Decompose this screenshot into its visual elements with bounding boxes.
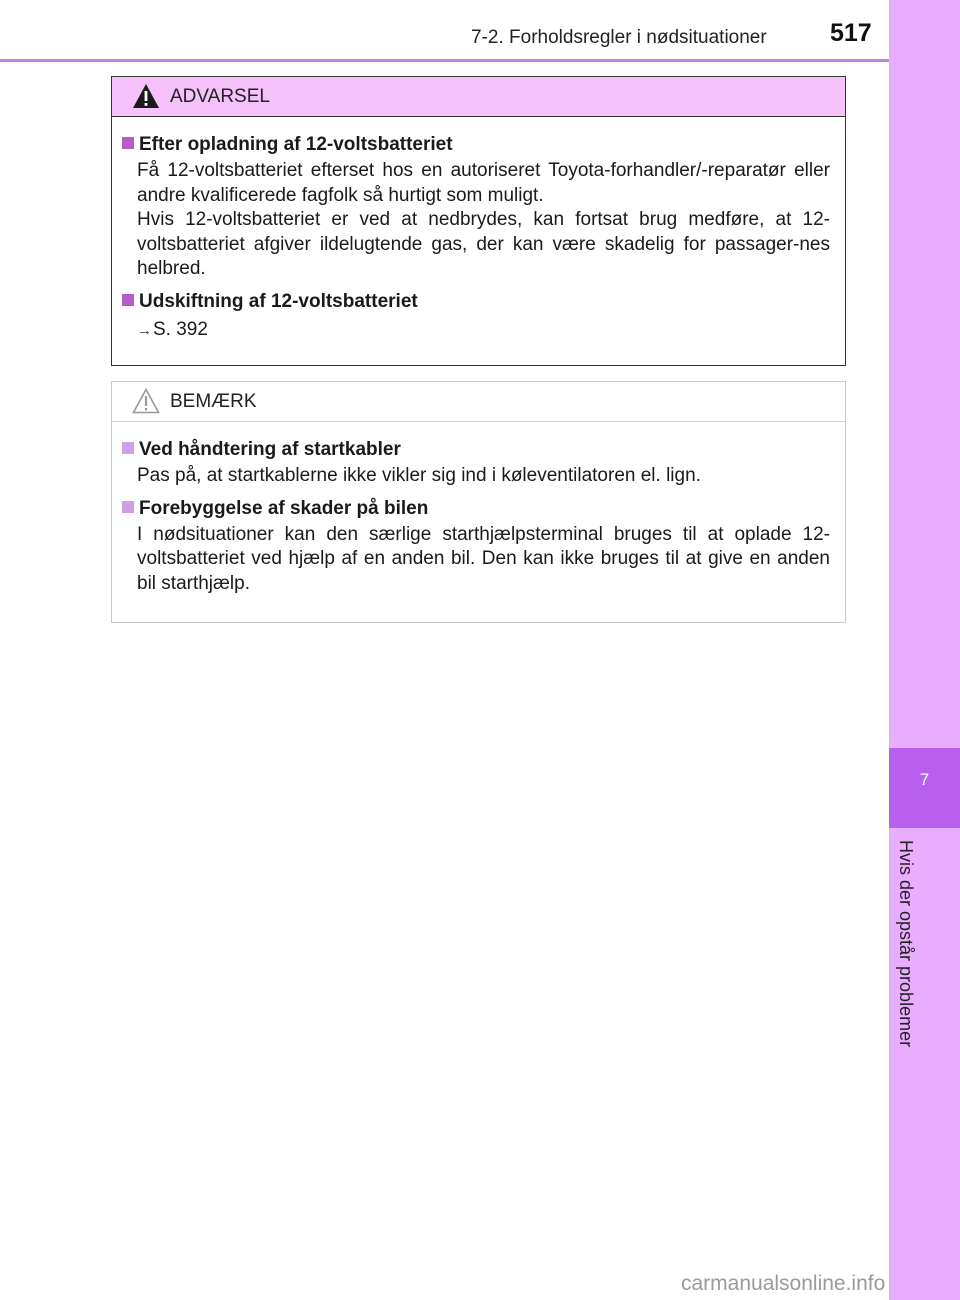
page-reference-text: S. 392 bbox=[153, 318, 208, 340]
warning-item-text bbox=[137, 159, 830, 282]
notice-item-heading bbox=[122, 495, 830, 523]
paragraph: Hvis 12-voltsbatteriet er ved at nedbrydes, kan fortsat brug medføre, at 12-voltsbatteriet afgiver ildelugtende gas, der kan være skadelig for passager-nes helbred. bbox=[137, 209, 830, 279]
watermark: carmanualsonline.info bbox=[681, 1272, 886, 1295]
paragraph: I nødsituationer kan den særlige starthjælpsterminal bruges til at oplade 12-voltsbatteriet ved hjælp af en anden bil. Den kan ikke bruges til at give en anden bil starthjælp. bbox=[137, 523, 830, 594]
notice-item-heading-text: Forebyggelse af skader på bilen bbox=[139, 497, 429, 519]
chapter-side-tab[interactable] bbox=[889, 0, 960, 1300]
header-divider bbox=[0, 59, 889, 62]
warning-box bbox=[111, 76, 846, 366]
warning-triangle-filled-icon bbox=[132, 83, 160, 109]
page-number: 517 bbox=[830, 19, 872, 47]
chapter-number-tab[interactable] bbox=[889, 748, 960, 828]
notice-item-heading-text: Ved håndtering af startkabler bbox=[139, 439, 401, 460]
notice-item bbox=[122, 436, 830, 489]
warning-item-heading bbox=[122, 131, 830, 159]
paragraph: Få 12-voltsbatteriet efterset hos en autoriseret Toyota-forhandler/-reparatør eller andre kvalificerede fagfolk så hurtigt som muligt. bbox=[137, 160, 830, 206]
arrow-right-icon: → bbox=[137, 321, 152, 339]
notice-box bbox=[111, 381, 846, 623]
warning-triangle-outline-icon bbox=[132, 388, 160, 414]
notice-item-text bbox=[137, 464, 830, 489]
warning-item-heading-text: Udskiftning af 12-voltsbatteriet bbox=[139, 290, 418, 312]
warning-title: ADVARSEL bbox=[170, 86, 270, 107]
page-reference-link[interactable] bbox=[137, 316, 830, 345]
notice-title: BEMÆRK bbox=[170, 391, 257, 412]
square-bullet-icon bbox=[122, 294, 134, 306]
warning-item bbox=[122, 131, 830, 282]
chapter-number: 7 bbox=[919, 770, 930, 789]
warning-item-heading bbox=[122, 288, 830, 316]
square-bullet-icon bbox=[122, 442, 134, 454]
notice-box-header bbox=[112, 382, 845, 422]
warning-box-header bbox=[112, 77, 845, 117]
paragraph: Pas på, at startkablerne ikke vikler sig ind i køleventilatoren el. lign. bbox=[137, 465, 701, 486]
warning-item-heading-text: Efter opladning af 12-voltsbatteriet bbox=[139, 134, 453, 155]
square-bullet-icon bbox=[122, 137, 134, 149]
chapter-label: Hvis der opstår problemer bbox=[896, 840, 916, 1048]
square-bullet-icon bbox=[122, 501, 134, 513]
section-title: 7-2. Forholdsregler i nødsituationer bbox=[471, 27, 767, 48]
notice-item-heading bbox=[122, 436, 830, 464]
notice-item-text bbox=[137, 523, 830, 597]
warning-item bbox=[122, 288, 830, 345]
notice-item bbox=[122, 495, 830, 597]
